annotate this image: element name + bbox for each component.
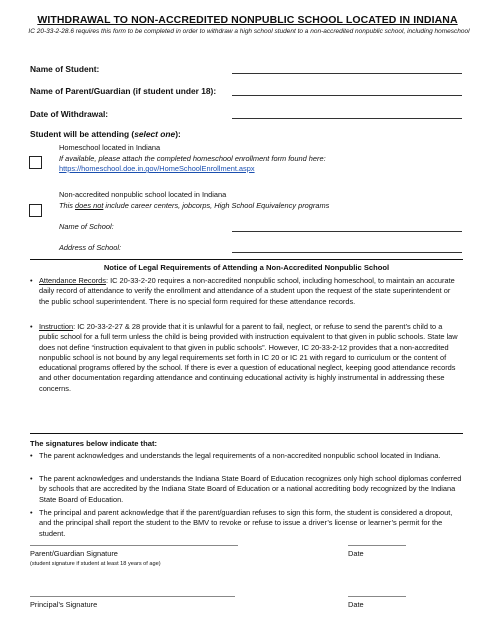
- parent-date-field[interactable]: [348, 545, 406, 546]
- withdrawal-date-field[interactable]: [232, 118, 462, 119]
- homeschool-note: If available, please attach the completed homeschool enrollment form found here:: [59, 153, 326, 163]
- bullet-icon: •: [30, 322, 33, 331]
- withdrawal-date-label: Date of Withdrawal:: [30, 109, 109, 119]
- form-subtitle: IC 20-33-2-28.6 requires this form to be completed in order to withdraw a high school student to a non-accredited nonpublic school, including homeschool: [28, 28, 470, 35]
- parent-name-label: Name of Parent/Guardian (if student under 18):: [30, 86, 217, 96]
- signatures-heading: The signatures below indicate that:: [30, 439, 158, 448]
- homeschool-checkbox[interactable]: [29, 156, 42, 169]
- parent-signature-label: Parent/Guardian Signature: [30, 549, 118, 558]
- school-address-label: Address of School:: [59, 243, 122, 252]
- notice-item-attendance: • Attendance Records: IC 20-33-2-20 requires a non-accredited nonpublic school, including homeschool, to maintain an accurate daily record of attendance to verify the enrollment and attendance of a student upon the request of the state superintendent or the public school superintendent. There is no special form required for these attendance records.: [30, 276, 455, 306]
- bullet-icon: •: [30, 474, 33, 483]
- nonaccredited-label: Non-accredited nonpublic school located in Indiana: [59, 190, 227, 199]
- homeschool-label: Homeschool located in Indiana: [59, 143, 161, 152]
- principal-date-field[interactable]: [348, 596, 406, 597]
- bullet-icon: •: [30, 276, 33, 285]
- form-title: WITHDRAWAL TO NON-ACCREDITED NONPUBLIC SCHOOL LOCATED IN INDIANA: [37, 14, 458, 26]
- signature-statement: • The parent acknowledges and understands the Indiana State Board of Education recognizes only high school diplomas conferred by schools that are accredited by the Indiana State Board of Education or a national accrediting body recognized by the Indiana State Board of Education.: [30, 474, 462, 504]
- signature-statement: • The parent acknowledges and understands the legal requirements of a non-accredited nonpublic school located in Indiana.: [30, 451, 441, 460]
- parent-date-label: Date: [348, 549, 364, 558]
- student-name-field[interactable]: [232, 73, 462, 74]
- attending-label: Student will be attending (select one):: [30, 129, 181, 139]
- bullet-icon: •: [30, 508, 33, 517]
- nonaccredited-checkbox[interactable]: [29, 204, 42, 217]
- nonaccredited-option: [59, 190, 459, 211]
- parent-signature-note: (student signature if student at least 18 years of age): [30, 561, 161, 567]
- nonaccredited-note: This does not include career centers, jobcorps, High School Equivalency programs: [59, 200, 330, 210]
- bullet-icon: •: [30, 451, 33, 460]
- notice-title: Notice of Legal Requirements of Attending a Non-Accredited Nonpublic School: [103, 263, 390, 272]
- notice-top-divider: [30, 259, 463, 260]
- signature-statement: • The principal and parent acknowledge that if the parent/guardian refuses to sign this form, the student is considered a dropout, and the principal shall report the student to the BMV to revoke or refuse to issue a driver’s license or learner’s permit for the student.: [30, 508, 453, 538]
- parent-signature-field[interactable]: [30, 545, 238, 546]
- principal-signature-label: Principal’s Signature: [30, 600, 98, 609]
- principal-date-label: Date: [348, 600, 364, 609]
- parent-name-field[interactable]: [232, 95, 462, 96]
- notice-item-instruction: • Instruction: IC 20-33-2-27 & 28 provide that it is unlawful for a parent to fail, neglect, or refuse to send the parent’s child to a public school for a full term unless the child is being provided with instruction equivalent to that given in public schools. State law does not define “instruction equivalent to that given in public schools”. However, IC 20-33-2-12 provides that a non-accredited nonpublic school is not bound by any legal requirements set forth in IC 20 or IC 21 with regard to curriculum or the content of educational programs offered by the school. If there is ever a question of educational neglect, keeping good attendance records and other documentation regarding attendance and continuing educational activity is highly instrumental in addressing these concerns.: [30, 322, 458, 393]
- homeschool-enrollment-link[interactable]: https://homeschool.doe.in.gov/HomeSchoolEnrollment.aspx: [59, 164, 255, 173]
- student-name-label: Name of Student:: [30, 64, 100, 74]
- homeschool-option: [59, 143, 459, 175]
- school-address-field[interactable]: [232, 252, 462, 253]
- school-name-field[interactable]: [232, 231, 462, 232]
- school-name-label: Name of School:: [59, 222, 114, 231]
- notice-bottom-divider: [30, 433, 463, 434]
- principal-signature-field[interactable]: [30, 596, 235, 597]
